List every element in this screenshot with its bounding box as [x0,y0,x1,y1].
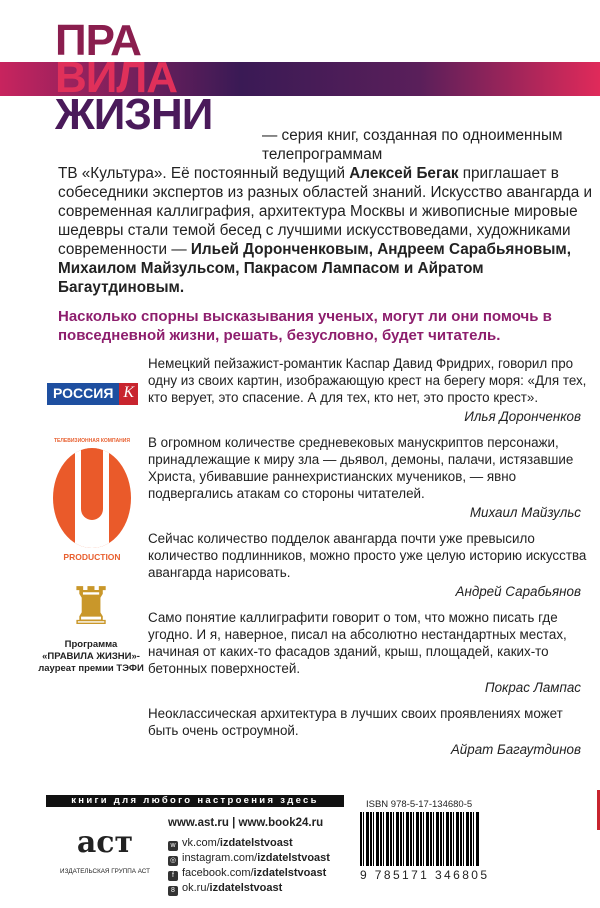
social-link-facebook[interactable] [168,866,330,881]
kultura-logo-k: K [119,383,138,405]
quote-author: Андрей Сарабьянов [455,584,581,599]
quote-text: Немецкий пейзажист-романтик Каспар Давид Фридрих, говорил про одну из своих картин, изображающую крест на берегу моря: «Для тех, кто верует, это спасение. А для тех, кто нет, это просто крест». [148,356,587,405]
quotes-list [148,355,593,758]
m-logo-icon [53,448,131,548]
quote [148,609,593,696]
intro-text-cont: приглашает в собеседники экспертов из разных областей знаний. Искусство авангарда и современная каллиграфия, архитектура Москвы и живописные мировые шедевры стали темой бесед с лучшими искусствоведами, художниками современности — [58,165,593,258]
quote-author: Айрат Багаутдинов [450,742,581,757]
intro-first-line: — серия книг, созданная по одноименным телепрограммам [262,127,563,163]
tagline: книги для любого настроения здесь [46,795,344,807]
quote-text: Само понятие каллиграфити говорит о том, что можно писать где угодно. И я, наверное, писал на абсолютно нестандартных местах, начиная от каких-то фасадов зданий, крыш, площадей, каких-то бетонных поверхностей. [148,610,567,676]
publisher-links [168,816,330,896]
link-handle: izdatelstvoast [253,867,327,879]
tefi-caption: лауреат премии ТЭФИ [38,663,144,674]
link-handle: izdatelstvoast [209,882,283,894]
vk-icon: w [168,841,178,851]
tefi-statue-icon: ♜ [67,578,115,636]
tefi-award [36,575,146,675]
publisher-name: ИЗДАТЕЛЬСКАЯ ГРУППА АСТ [60,868,150,875]
highlight-text: Насколько спорны высказывания ученых, могут ли они помочь в повседневной жизни, решать, безусловно, будет читатель. [58,308,552,344]
quote-author: Илья Доронченков [464,409,581,424]
isbn: ISBN 978-5-17-134680-5 [366,799,473,810]
quote [148,705,593,758]
social-link-ok[interactable] [168,881,330,896]
link-prefix: ok.ru/ [182,882,210,894]
russia-logo-text: РОССИЯ [47,383,119,405]
quote-text: Неоклассическая архитектура в лучших своих проявлениях может быть очень остроумной. [148,706,563,738]
link-prefix: facebook.com/ [182,867,254,879]
ast-logo-mark: аст [76,825,134,860]
facebook-icon: f [168,871,178,881]
guest-names: Ильей Доронченковым, Андреем Сарабьяновым, Михаилом Майзульсом, Пакрасом Лампасом и Айратом Багаутдиновым. [58,241,571,296]
host-name: Алексей Бегак [349,165,459,182]
intro-paragraph [58,126,593,297]
m-production-logo [48,438,136,562]
link-prefix: instagram.com/ [182,852,258,864]
logo-line-1: ПРА [55,16,141,65]
quote-author: Покрас Лампас [484,680,581,695]
logo-line-2: ВИЛА [55,53,178,102]
quote-text: В огромном количестве средневековых манускриптов персонажи, принадлежащие к миру зла — дьявол, демоны, палачи, истязавшие Христа, убивавшие раннехристианских мучеников, — явно подвергались атакам со стороны читателей. [148,435,574,501]
ok-icon: 8 [168,886,178,896]
quote [148,530,593,600]
quote-text: Сейчас количество подделок авангарда почти уже превысило количество подлинников, можно просто уже целую историю искусства авангарда нарисовать. [148,531,587,580]
barcode [360,812,480,866]
quote [148,355,593,425]
link-handle: izdatelstvoast [257,852,330,864]
websites-link[interactable]: www.ast.ru | www.book24.ru [168,817,324,829]
quote-author: Михаил Майзульс [469,505,581,520]
series-logo [55,16,213,139]
tefi-caption: Программа [64,639,118,650]
social-link-vk[interactable] [168,836,330,851]
barcode-number: 9 785171 346805 [360,868,490,882]
link-handle: izdatelstvoast [219,837,293,849]
quote [148,434,593,521]
link-prefix: vk.com/ [182,837,220,849]
intro-text: ТВ «Культура». Её постоянный ведущий [58,165,350,182]
logo-line-3: ЖИЗНИ [55,90,213,139]
social-link-instagram[interactable] [168,851,330,866]
instagram-icon: ◎ [169,857,177,864]
russia-k-logo [47,383,138,405]
ast-logo [55,818,155,875]
m-production-bottom-text: PRODUCTION [63,552,121,562]
tefi-caption: «ПРАВИЛА ЖИЗНИ»- [42,651,140,662]
m-production-top-text: ТЕЛЕВИЗИОННАЯ КОМПАНИЯ [54,438,130,444]
